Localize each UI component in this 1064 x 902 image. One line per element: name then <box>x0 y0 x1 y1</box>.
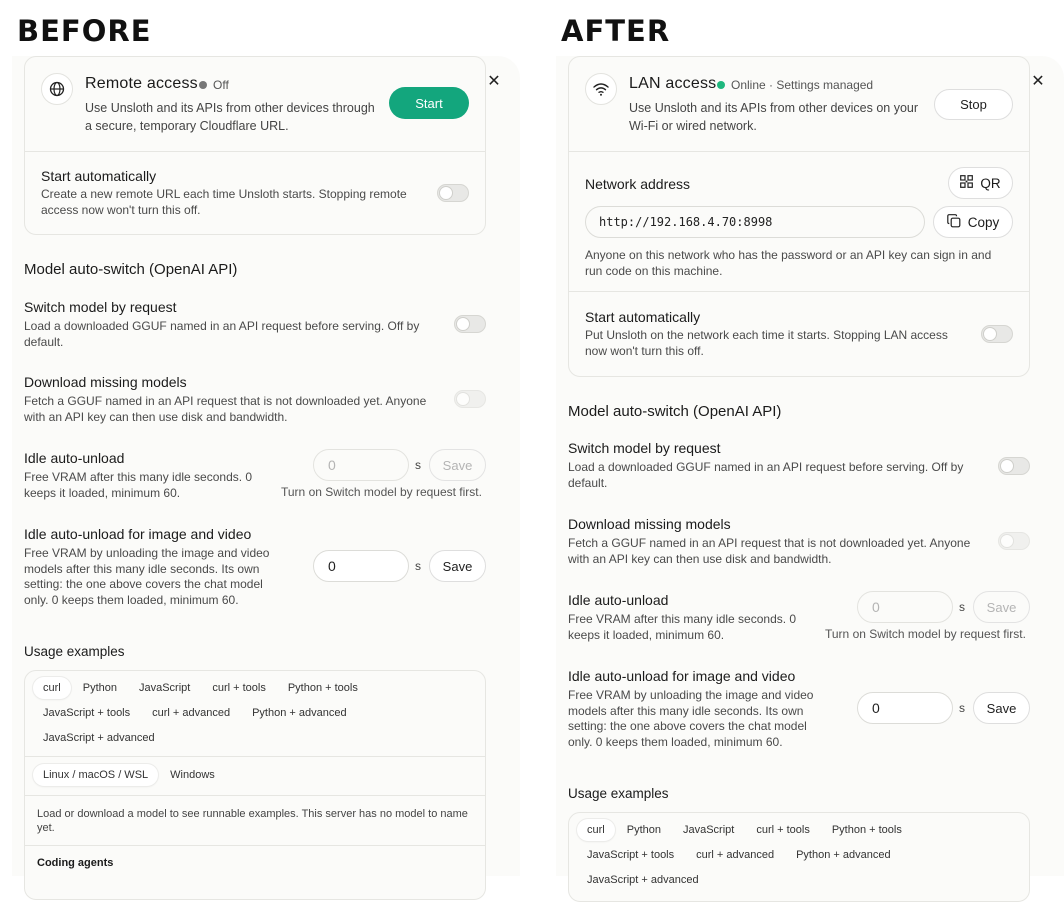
idle-unload-media-unit: s <box>415 559 421 573</box>
download-missing-toggle[interactable] <box>998 532 1030 550</box>
qr-button[interactable] <box>948 167 1013 199</box>
idle-unload-description: Free VRAM after this many idle seconds. 0 keeps it loaded, minimum 60. <box>24 470 253 500</box>
tab-python-tools[interactable]: Python + tools <box>287 682 358 694</box>
globe-icon <box>41 73 73 105</box>
idle-unload-media-save-button[interactable]: Save <box>429 550 486 582</box>
download-missing-description: Fetch a GGUF named in an API request that is not downloaded yet. Anyone with an API key can then use disk and bandwidth. <box>568 536 971 566</box>
start-automatically-description: Create a new remote URL each time Unsloth starts. Stopping remote access now won't turn this off. <box>41 187 407 217</box>
status-dot-icon <box>717 81 725 89</box>
status-label: Online · Settings managed <box>731 78 874 92</box>
status-dot-icon <box>199 81 207 89</box>
idle-unload-media-description: Free VRAM by unloading the image and video models after this many idle seconds. Its own setting: the one above covers the chat model only. 0 keeps them loaded, minimum 60. <box>568 688 814 749</box>
language-tabs <box>25 671 485 756</box>
start-automatically-row <box>41 168 421 218</box>
wifi-icon <box>585 73 617 105</box>
tab-javascript-advanced[interactable]: JavaScript + advanced <box>43 732 155 744</box>
tab-javascript-advanced[interactable]: JavaScript + advanced <box>587 874 699 886</box>
idle-unload-media-title: Idle auto-unload for image and video <box>568 668 796 684</box>
tab-javascript-tools[interactable]: JavaScript + tools <box>587 849 675 861</box>
idle-unload-description: Free VRAM after this many idle seconds. 0 keeps it loaded, minimum 60. <box>568 612 797 642</box>
idle-unload-title: Idle auto-unload <box>568 592 669 608</box>
download-missing-toggle[interactable] <box>454 390 486 408</box>
divider <box>569 291 1029 292</box>
switch-by-request-row <box>24 299 424 350</box>
idle-unload-input[interactable]: 0 <box>313 449 409 481</box>
tab-python-tools[interactable]: Python + tools <box>831 824 902 836</box>
examples-empty-message: Load or download a model to see runnable examples. This server has no model to name yet. <box>25 796 485 846</box>
switch-by-request-title: Switch model by request <box>24 299 177 315</box>
idle-unload-title: Idle auto-unload <box>24 450 125 466</box>
start-automatically-toggle[interactable] <box>981 325 1013 343</box>
status-label: Off <box>213 78 229 92</box>
start-automatically-toggle[interactable] <box>437 184 469 202</box>
close-icon[interactable]: ✕ <box>1031 73 1045 90</box>
stop-button[interactable]: Stop <box>934 89 1013 120</box>
idle-unload-save-button[interactable]: Save <box>429 449 486 481</box>
idle-unload-input[interactable]: 0 <box>857 591 953 623</box>
qr-icon <box>960 175 973 191</box>
switch-by-request-toggle[interactable] <box>454 315 486 333</box>
tab-curl[interactable]: curl <box>577 819 615 841</box>
tab-linux-macos-wsl[interactable]: Linux / macOS / WSL <box>33 764 158 786</box>
before-heading: BEFORE <box>17 14 152 48</box>
tab-javascript[interactable]: JavaScript <box>138 682 191 694</box>
tab-curl-tools[interactable]: curl + tools <box>756 824 810 836</box>
tab-curl-advanced[interactable]: curl + advanced <box>696 849 775 861</box>
idle-unload-media-row <box>24 526 286 608</box>
coding-agents-title: Coding agents <box>37 857 114 869</box>
download-missing-row <box>568 516 978 567</box>
download-missing-row <box>24 374 434 425</box>
idle-unload-unit: s <box>959 600 965 614</box>
lan-access-card <box>568 56 1030 377</box>
language-tabs <box>569 813 1029 898</box>
tab-curl[interactable]: curl <box>33 677 71 699</box>
lan-access-status <box>717 78 873 92</box>
idle-unload-save-button[interactable]: Save <box>973 591 1030 623</box>
remote-access-status <box>199 78 229 92</box>
after-settings-panel <box>556 56 1064 886</box>
idle-unload-media-row <box>568 668 830 750</box>
download-missing-description: Fetch a GGUF named in an API request that is not downloaded yet. Anyone with an API key can then use disk and bandwidth. <box>24 394 427 424</box>
idle-unload-row <box>568 592 808 643</box>
tab-javascript-tools[interactable]: JavaScript + tools <box>43 707 131 719</box>
idle-unload-media-title: Idle auto-unload for image and video <box>24 526 252 542</box>
start-automatically-title: Start automatically <box>41 168 157 184</box>
idle-unload-media-save-button[interactable]: Save <box>973 692 1030 724</box>
usage-examples-card <box>24 670 486 900</box>
os-tabs <box>25 756 485 796</box>
network-address-label: Network address <box>585 176 691 192</box>
network-address-field[interactable]: http://192.168.4.70:8998 <box>585 206 925 238</box>
idle-unload-hint: Turn on Switch model by request first. <box>281 485 482 499</box>
idle-unload-row <box>24 450 264 501</box>
usage-examples-card <box>568 812 1030 902</box>
idle-unload-hint: Turn on Switch model by request first. <box>825 627 1026 641</box>
start-automatically-title: Start automatically <box>585 309 701 325</box>
switch-by-request-description: Load a downloaded GGUF named in an API request before serving. Off by default. <box>568 460 964 490</box>
lan-access-description: Use Unsloth and its APIs from other devices on your Wi-Fi or wired network. <box>629 101 919 133</box>
remote-access-title: Remote access <box>85 75 198 92</box>
tab-python[interactable]: Python <box>82 682 117 694</box>
tab-curl-tools[interactable]: curl + tools <box>212 682 266 694</box>
idle-unload-media-input[interactable]: 0 <box>857 692 953 724</box>
remote-access-card <box>24 56 486 235</box>
after-heading: AFTER <box>561 14 671 48</box>
idle-unload-unit: s <box>415 458 421 472</box>
idle-unload-media-unit: s <box>959 701 965 715</box>
tab-windows[interactable]: Windows <box>170 769 215 781</box>
model-switch-section-title: Model auto-switch (OpenAI API) <box>24 261 238 278</box>
qr-button-label: QR <box>980 175 1001 191</box>
lan-access-title: LAN access <box>629 75 717 92</box>
tab-python-advanced[interactable]: Python + advanced <box>252 707 347 719</box>
download-missing-title: Download missing models <box>24 374 187 390</box>
remote-access-description: Use Unsloth and its APIs from other devices through a secure, temporary Cloudflare URL. <box>85 101 375 133</box>
download-missing-title: Download missing models <box>568 516 731 532</box>
network-warning: Anyone on this network who has the password or an API key can sign in and run code on this machine. <box>585 248 992 278</box>
before-settings-panel <box>12 56 520 876</box>
tab-python[interactable]: Python <box>626 824 661 836</box>
switch-by-request-description: Load a downloaded GGUF named in an API request before serving. Off by default. <box>24 319 420 349</box>
idle-unload-media-input[interactable]: 0 <box>313 550 409 582</box>
start-automatically-description: Put Unsloth on the network each time it starts. Stopping LAN access now won't turn this off. <box>585 328 948 358</box>
start-button[interactable]: Start <box>389 87 469 119</box>
copy-button-label: Copy <box>967 214 1000 230</box>
tab-python-advanced[interactable]: Python + advanced <box>796 849 891 861</box>
tab-javascript[interactable]: JavaScript <box>682 824 735 836</box>
tab-curl-advanced[interactable]: curl + advanced <box>152 707 231 719</box>
usage-examples-title: Usage examples <box>568 786 669 801</box>
close-icon[interactable]: ✕ <box>487 73 501 90</box>
lan-access-header <box>569 57 1029 152</box>
remote-access-header <box>25 57 485 152</box>
switch-by-request-title: Switch model by request <box>568 440 721 456</box>
copy-icon <box>947 214 961 231</box>
usage-examples-title: Usage examples <box>24 644 125 659</box>
copy-button[interactable] <box>933 206 1013 238</box>
idle-unload-media-description: Free VRAM by unloading the image and video models after this many idle seconds. Its own setting: the one above covers the chat model only. 0 keeps them loaded, minimum 60. <box>24 546 270 607</box>
switch-by-request-toggle[interactable] <box>998 457 1030 475</box>
start-automatically-row <box>585 309 965 359</box>
model-switch-section-title: Model auto-switch (OpenAI API) <box>568 403 782 420</box>
switch-by-request-row <box>568 440 978 491</box>
